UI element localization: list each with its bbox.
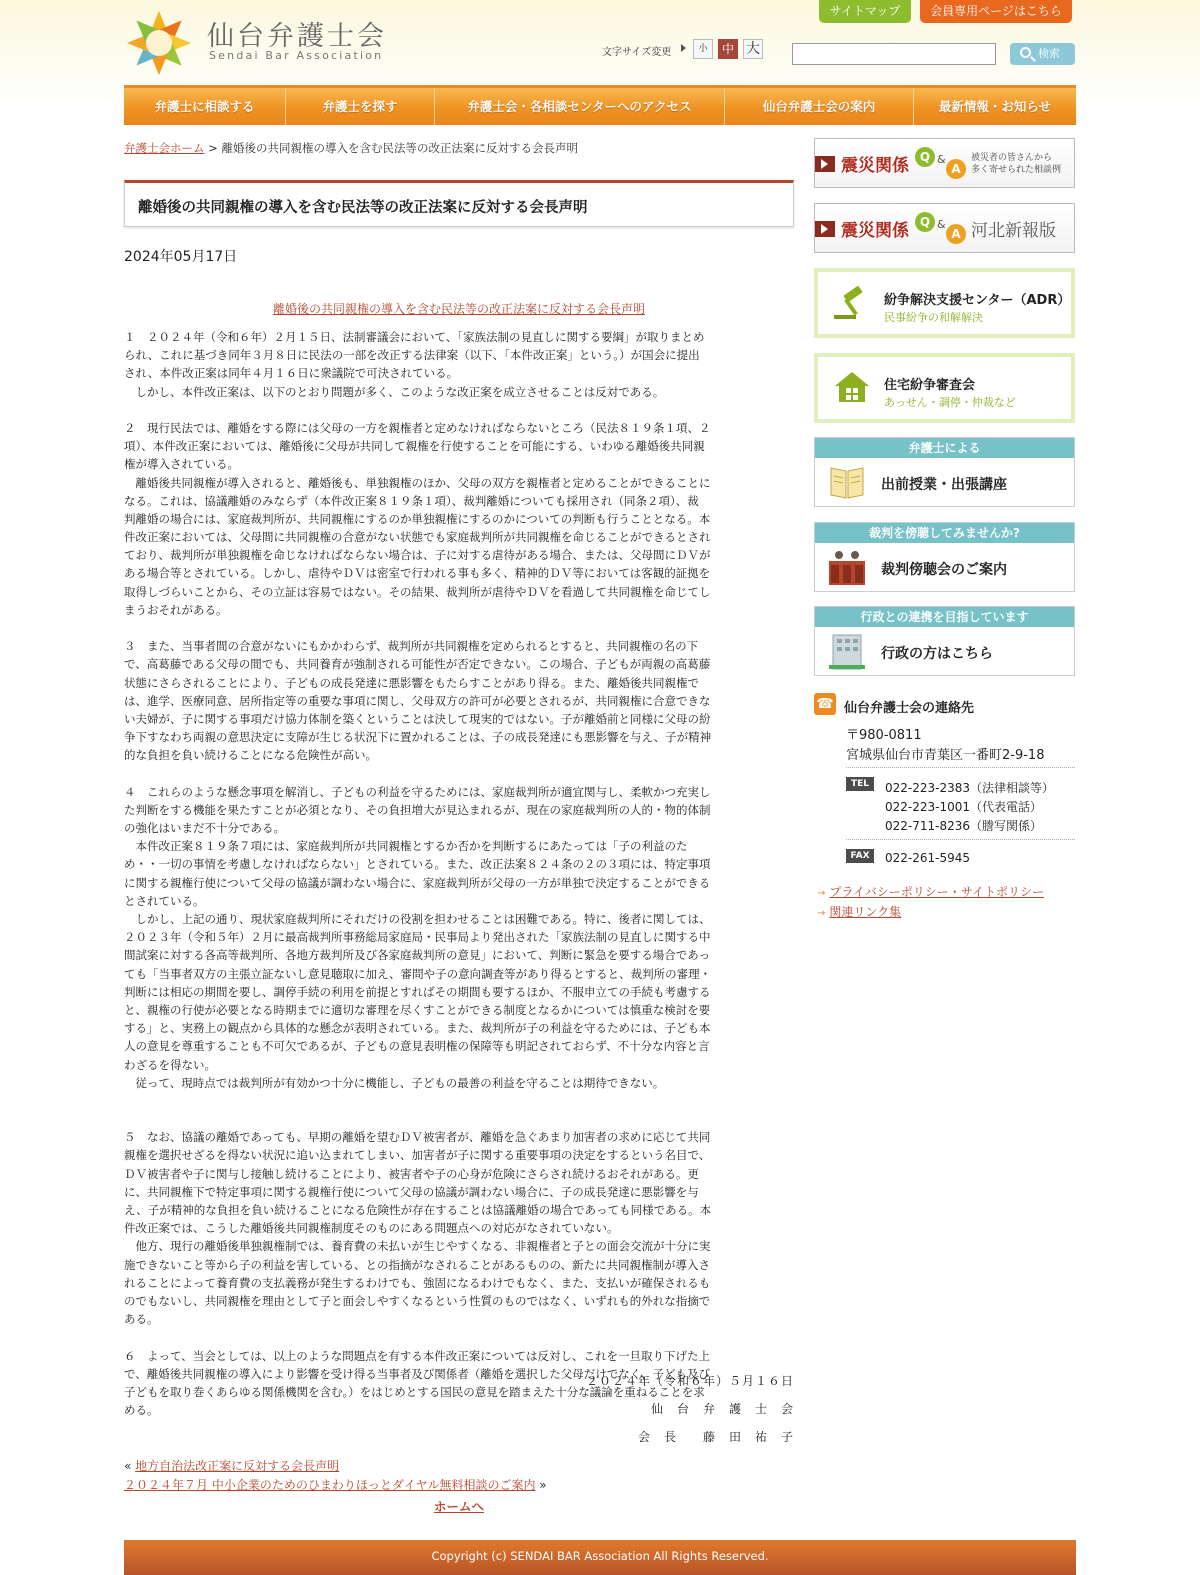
body-line: ており、裁判所が単独親権を命じなければならない場合は、子に対する虐待がある場合、または、父母間にＤＶが (124, 548, 711, 563)
body-line: 離婚後共同親権が導入されると、離婚後も、単独親権のほか、父母の双方を親権者と定めることができることに (124, 475, 711, 490)
trial-banner-head: 裁判を傍聴してみませんか? (815, 523, 1074, 543)
earthquake-qa-kahoku-banner[interactable] (814, 203, 1075, 253)
body-line: なる。これは、協議離婚のみならず（本件改正案８１９条１項）、裁判離婚についても採用され（同条２項）、裁 (124, 493, 699, 508)
copyright: Copyright (c) SENDAI BAR Association All Rights Reserved. (431, 1549, 769, 1563)
sitemap-button[interactable]: サイトマップ (819, 0, 911, 23)
site-header (0, 0, 1200, 88)
font-size-label: 文字サイズ変更 (602, 47, 672, 58)
breadcrumb-current: 離婚後の共同親権の導入を含む民法等の改正法案に反対する会長声明 (221, 141, 578, 155)
previous-mark: « (124, 1459, 132, 1473)
body-line: 取得しづらいことから、その立証は容易ではない。その結果、裁判所が虐待やＤＶを看過して共同親権を命じてし (124, 584, 711, 599)
divider (846, 839, 1075, 840)
courtroom-icon (827, 547, 867, 587)
body-line: しかし、本件改正案は、以下のとおり問題が多く、このような改正案を成立させることは反対である。 (124, 384, 665, 399)
body-line: １ ２０２４年（令和６年）２月１５日、法制審議会において、「家族法制の見直しに関する要綱」が取りまとめ (124, 330, 705, 344)
body-line: 的な負担を負い続けることになる危険性が高い。 (124, 748, 377, 763)
triangle-right-icon (681, 44, 686, 52)
adr-center-banner[interactable] (814, 268, 1075, 338)
previous-post (124, 1457, 339, 1474)
earthquake-subtitle-line2: 多く寄せられた相談例 (971, 165, 1062, 175)
fax-tag: FAX (846, 849, 874, 863)
adr-subtitle: 民事紛争の和解解決 (884, 311, 983, 324)
signature-president: 会 長 藤 田 祐 子 (637, 1430, 794, 1444)
body-line: に関する親権行使について父母の協議が調わない場合に、家庭裁判所が父母の一方が単独で決定することができる (124, 875, 711, 890)
ampersand: & (937, 153, 946, 166)
body-line: 状態にさらされることにより、子どもの成長発達に悪影響をもたらすことがあり得る。また、離婚後共同親権で (124, 675, 699, 690)
lecture-banner-head: 弁護士による (815, 438, 1074, 458)
house-icon (832, 369, 872, 405)
privacy-policy-link[interactable]: プライバシーポリシー・サイトポリシー (829, 885, 1044, 899)
next-post-link[interactable]: ２０２４年７月 中小企業のためのひまわりほっとダイヤル無料相談のご案内 (124, 1478, 536, 1492)
arrow-right-icon: → (817, 908, 826, 919)
earthquake-banner-title: 震災関係 (841, 221, 909, 241)
contact-postal: 〒980-0811 (846, 728, 922, 743)
trial-viewing-banner[interactable] (814, 522, 1075, 592)
font-size-large-button[interactable]: 大 (743, 39, 763, 59)
contact-title: 仙台弁護士会の連絡先 (844, 701, 975, 716)
government-banner-head: 行政との連携を目指しています (815, 607, 1074, 627)
nav-item-consult[interactable]: 弁護士に相談する (124, 88, 286, 125)
body-line: わざるを得ない。 (124, 1057, 216, 1072)
privacy-policy-item (817, 883, 1044, 900)
body-line: 人の意見を尊重することも不可欠であるが、子どもの意見表明権の保障等も明記されておらず、不十分な内容と言 (124, 1039, 710, 1054)
body-line: は、進学、医療同意、居所指定等の重要な事項に関し、父母双方の許可が必要とされるが、共同親権に合意できな (124, 693, 711, 708)
play-arrow-icon (815, 156, 835, 172)
post-date: 2024年05月17日 (124, 249, 238, 265)
body-line: しかし、上記の通り、現状家庭裁判所にそれだけの役割を担わせることは困難である。特に、後者に関しては、 (124, 912, 711, 926)
office-building-icon (827, 631, 867, 671)
signature-organization: 仙 台 弁 護 士 会 (650, 1402, 794, 1416)
search-button[interactable] (1010, 43, 1075, 65)
body-line: 争下すなわち両親の意思決定に支障が生じる状況下に置かれることは、子の成長発達にも悪影響を与え、子が精神 (124, 730, 712, 745)
article-body (124, 328, 794, 1419)
home-link-wrapper (124, 1497, 794, 1515)
housing-title: 住宅紛争審査会 (884, 378, 976, 393)
body-line: 従って、現時点では裁判所が有効かつ十分に機能し、子どもの最善の利益を守ることは期待できない。 (124, 1075, 665, 1090)
home-link[interactable]: ホームへ (433, 1499, 484, 1514)
body-line: の強化はいまだ不十分である。 (124, 821, 285, 836)
earthquake-subtitle-line1: 被災者の皆さんから (971, 153, 1053, 163)
body-line: まうおそれがある。 (124, 602, 228, 617)
body-line: 項）、本件改正案においては、離婚後に父母が共同して親権を行使することを可能にする、いわゆる離婚後共同親 (124, 439, 705, 454)
body-line: い夫婦が、子に関する事項だけ協力体制を築くということは決して現実的ではない。子が離婚前と同様に父母の紛 (124, 711, 711, 726)
nav-item-access[interactable]: 弁護士会・各相談センターへのアクセス (435, 88, 725, 125)
arrow-right-icon: → (817, 888, 826, 899)
ampersand: & (937, 218, 946, 231)
body-line: 他方、現行の離婚後単独親権制では、養育費の未払いが生じやすくなる、非親権者と子との面会交流が十分に実 (124, 1239, 711, 1254)
breadcrumb-home-link[interactable]: 弁護士会ホーム (124, 141, 205, 155)
earthquake-banner-title: 震災関係 (841, 156, 909, 176)
contact-address: 宮城県仙台市青葉区一番町2-9-18 (846, 748, 1045, 763)
tel-number-1: 022-223-2383（法律相談等） (885, 781, 1055, 795)
body-line: に、共同親権下で特定事項に関する親権行使について父母の協議が調わない場合に、子の成長発達に悪影響を与 (124, 1184, 699, 1199)
next-mark: » (539, 1478, 547, 1492)
nav-item-news[interactable]: 最新情報・お知らせ (938, 99, 1052, 114)
breadcrumb-separator: > (208, 141, 218, 155)
body-line: で、離婚後共同親権の導入により影響を受け得る当事者及び関係者（離婚を選択した父母だけでなく、子ども及び (124, 1366, 711, 1381)
tel-tag: TEL (846, 777, 874, 791)
housing-subtitle: あっせん・調停・仲裁など (884, 396, 1016, 409)
q-badge-icon: Q (915, 212, 935, 232)
body-line: 判離婚の場合には、家庭裁判所が、共同親権にするのか単独親権にするのかについての判断も行うこととなる。本 (124, 511, 711, 526)
logo-subtitle[interactable]: Sendai Bar Association (209, 49, 384, 62)
previous-post-link[interactable]: 地方自治法改正案に反対する会長声明 (135, 1459, 340, 1473)
body-line: ある。 (124, 1312, 159, 1327)
body-line: め・・一切の事情を考慮しなければならない」とされている。また、改正法案８２４条の２の３項には、特定事項 (124, 857, 711, 872)
adr-title: 紛争解決支援センター（ADR） (884, 293, 1071, 308)
font-size-medium-button[interactable]: 中 (718, 39, 738, 59)
body-line: ても「当事者双方の主張立証ないし意見聴取に加え、審問や子の意向調査等があり得るとすると、裁判所の審理・ (124, 966, 712, 981)
main-nav (124, 85, 1076, 125)
body-line (124, 765, 794, 783)
search-input[interactable] (792, 43, 996, 65)
play-arrow-icon (815, 221, 835, 237)
gavel-icon (832, 286, 872, 322)
body-line (124, 619, 794, 637)
body-line: ６ よって、当会としては、以上のような問題点を有する本件改正案については反対し、これを一旦取り下げた上 (124, 1348, 711, 1363)
housing-dispute-banner[interactable] (814, 353, 1075, 423)
tel-number-3: 022-711-8236（謄写関係） (885, 819, 1043, 833)
document-heading: 離婚後の共同親権の導入を含む民法等の改正法案に反対する会長声明 (272, 302, 645, 316)
body-line: 件改正案では、こうした離婚後共同親権制度そのものにある問題点への対応がなされていない。 (124, 1221, 619, 1236)
search-icon (1020, 47, 1031, 58)
body-line: 親権を選択せざるを得ない状況に追い込まれてしまい、加害者が子に関する重要事項の決定をするという名目で、 (124, 1148, 711, 1163)
trial-title: 裁判傍聴会のご案内 (881, 562, 1007, 578)
tel-number-2: 022-223-1001（代表電話） (885, 800, 1043, 814)
search-button-label: 検索 (1038, 47, 1060, 60)
a-badge-icon: A (946, 159, 966, 179)
q-badge-icon: Q (915, 147, 935, 167)
body-line: え、子が精神的な負担を負い続けることになる危険性が存在することは協議離婚の場合であっても同様である。本 (124, 1203, 712, 1217)
body-line (124, 1328, 794, 1346)
body-line: ３ また、当事者間の合意がないにもかかわらず、裁判所が共同親権を定められるとすると、共同親権の名の下 (124, 639, 699, 654)
body-line: で、高葛藤である父母の間でも、共同養育が強制される可能性が否定できない。この場合、子どもが両親の高葛藤 (124, 657, 711, 672)
next-post (124, 1476, 547, 1493)
earthquake-qa-banner[interactable] (814, 138, 1075, 188)
body-line: 子どもを取り巻くあらゆる関係機関を含む。）をはじめとする国民の意見を踏まえた十分な議論を重ねることを求 (124, 1384, 705, 1399)
body-line: ２ 現行民法では、離婚をする際には父母の一方を親権者と定めなければならないところ（民法８１９条１項、２ (124, 420, 711, 435)
a-badge-icon: A (946, 224, 966, 244)
body-line: 判断には相応の期間を要し、調停手続の利用を前提とすればその期間も要するほか、不服申立ての手続も考慮する (124, 984, 711, 999)
body-line (124, 401, 794, 419)
sunflower-logo-icon[interactable] (124, 10, 194, 76)
logo-title[interactable]: 仙台弁護士会 (207, 21, 387, 52)
body-line: ４ これらのような懸念事項を解消し、子どもの利益を守るためには、家庭裁判所が適宜関与し、柔軟かつ充実し (124, 784, 711, 799)
body-line: ＤＶ被害者や子に関与し接触し続けることにより、被害者や子の心身が危険にさらされ続けるおそれがある。更 (124, 1166, 699, 1181)
body-line: 権が導入されている。 (124, 457, 239, 472)
body-line: た判断をする機能を果たすことが必須となり、その負担増大が見込まれるが、現在の家庭裁判所の人的・物的体制 (124, 802, 711, 817)
lecture-banner[interactable] (814, 437, 1075, 507)
body-line: とされている。 (124, 893, 205, 908)
font-size-small-button[interactable]: 小 (693, 39, 713, 59)
body-line: める。 (124, 1403, 159, 1418)
phone-icon: ☎ (814, 693, 836, 715)
earthquake-banner-subtitle (971, 152, 1061, 176)
member-page-button[interactable]: 会員専用ページはこちら (920, 0, 1072, 23)
government-banner[interactable] (814, 606, 1075, 676)
body-line: ５ なお、協議の離婚であっても、早期の離婚を望むＤＶ被害者が、離婚を急ぐあまり加害者の求めに応じて共同 (124, 1130, 711, 1145)
body-line: され、本件改正案は同年４月１６日に衆議院で可決されている。 (124, 366, 459, 381)
page-title-box (124, 180, 794, 227)
lecture-title: 出前授業・出張講座 (881, 477, 1007, 493)
body-line: のでもないし、共同親権を理由として子と面会しやすくなるという性質のものではなく、いずれも的外れな指摘で (124, 1293, 711, 1308)
related-links-item (817, 903, 901, 920)
related-links-link[interactable]: 関連リンク集 (829, 905, 902, 919)
body-line: られ、これに基づき同年３月８日に民法の一部を改正する法律案（以下、「本件改正案」という。）が国会に提出 (124, 348, 700, 363)
page-title: 離婚後の共同親権の導入を含む民法等の改正法案に反対する会長声明 (138, 200, 588, 216)
body-line: と、親権の行使が必要となる時期までに適切な審理を尽くすことができる制度となるかについては慎重な検討を要 (124, 1002, 711, 1017)
body-line: する」と、実務上の観点から具体的な懸念が表明されている。また、裁判所が子の利益を守るためには、子ども本 (124, 1021, 711, 1036)
kahoku-label: 河北新報版 (971, 221, 1056, 241)
body-line: れることによって養育費の支払義務が発生するわけでも、強固になるわけでもなく、また、支払いが確保されるも (124, 1275, 711, 1290)
divider (846, 767, 1075, 768)
signature-date: ２０２４年（令和６年）５月１６日 (585, 1374, 794, 1388)
footer (124, 1540, 1076, 1575)
body-line: ２０２３年（令和５年）２月に最高裁判所事務総局家庭局・民事局より発出された「家族法制の見直しに関する中 (124, 930, 711, 945)
government-title: 行政の方はこちら (881, 646, 993, 662)
body-line: 施できないこと等から子の利益を害している、との指摘がなされることがあるものの、新たに共同親権制が導入さ (124, 1257, 711, 1272)
fax-number: 022-261-5945 (885, 851, 971, 865)
nav-item-about[interactable]: 仙台弁護士会の案内 (725, 88, 914, 125)
body-line: 件改正案においては、父母間に共同親権の合意がない状態でも家庭裁判所が共同親権を命じることができるとされ (124, 530, 711, 545)
book-icon (827, 462, 867, 502)
nav-item-find-lawyer[interactable]: 弁護士を探す (286, 88, 435, 125)
body-line: 間試案に対する各高等裁判所、各地方裁判所及び各家庭裁判所の意見」において、判断に緊急を要する場合であっ (124, 948, 711, 963)
body-line (124, 1092, 794, 1110)
body-line (124, 1110, 794, 1128)
body-line: 本件改正案８１９条７項には、家庭裁判所が共同親権とするか否かを判断するにあたっては「子の利益のた (124, 839, 688, 854)
body-line: ある場合等とされている。しかし、虐待やＤＶは密室で行われる事も多く、精神的ＤＶ等においては客観的証拠を (124, 566, 711, 581)
breadcrumb (124, 140, 578, 156)
